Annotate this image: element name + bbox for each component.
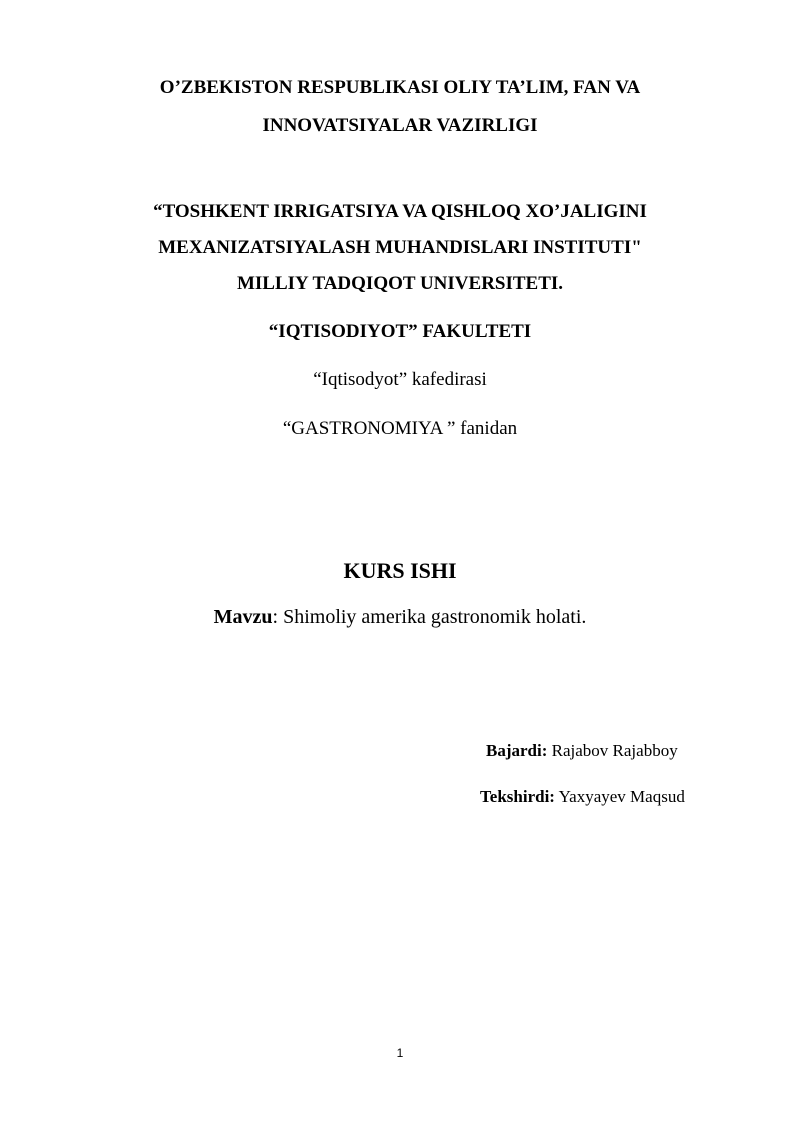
topic-separator: : [272,606,279,628]
checked-by-label: Tekshirdi: [480,787,555,806]
checked-by [480,787,685,807]
ministry-line-2: INNOVATSIYALAR VAZIRLIGI [262,115,538,136]
work-type-title: KURS ISHI [343,558,457,583]
checked-by-name: Yaxyayev Maqsud [554,787,685,806]
institute-line-2: MEXANIZATSIYALASH MUHANDISLARI INSTITUTI" [158,237,642,258]
topic-line [0,606,800,629]
department-name: “Iqtisodyot” kafedirasi [313,369,487,390]
institute-line-3: MILLIY TADQIQOT UNIVERSITETI. [236,273,564,294]
topic-label: Mavzu [213,606,273,628]
faculty-title: “IQTISODIYOT” FAKULTETI [268,321,532,342]
institute-line-1: “TOSHKENT IRRIGATSIYA VA QISHLOQ XO’JALIGINI [153,201,647,222]
subject-name: “GASTRONOMIYA ” fanidan [282,418,518,439]
topic-value: Shimoliy amerika gastronomik holati. [278,606,587,628]
performed-by-name: Rajabov Rajabboy [547,741,678,760]
ministry-line-1: O’ZBEKISTON RESPUBLIKASI OLIY TA’LIM, FAN VA [159,77,641,98]
performed-by [486,741,678,761]
performed-by-label: Bajardi: [486,741,548,760]
page-number: 1 [396,1046,404,1060]
